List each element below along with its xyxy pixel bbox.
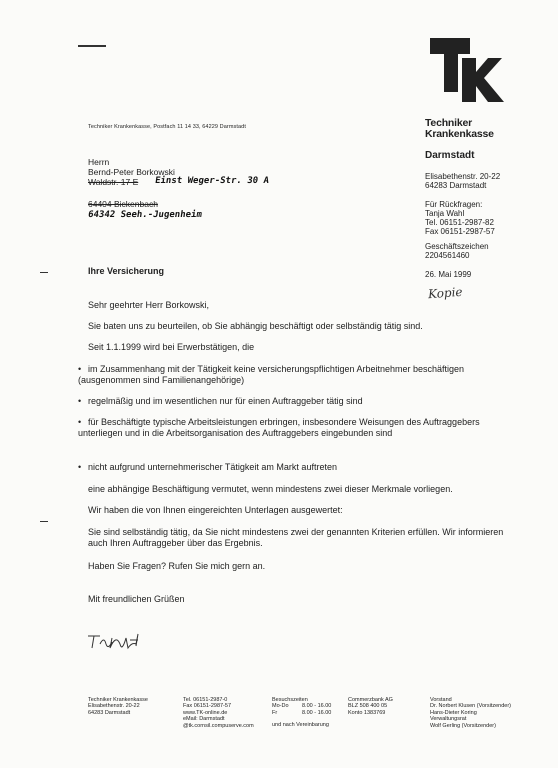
footer-hours-note: und nach Vereinbarung xyxy=(272,722,329,729)
copy-annotation: Kopie xyxy=(427,284,463,302)
reference-label: Geschäftszeichen xyxy=(425,242,489,251)
footer-line: Hans-Dieter Koring xyxy=(430,709,477,716)
recipient-new-street: Einst Weger-Str. 30 A xyxy=(154,176,270,186)
letter-paragraph: Seit 1.1.1999 wird bei Erwerbstätigen, die xyxy=(88,342,255,352)
bullet-icon: • xyxy=(78,396,82,406)
footer-line: Commerzbank AG xyxy=(348,697,393,703)
brand-city: Darmstadt xyxy=(425,150,475,161)
criteria-text: nicht aufgrund unternehmerischer Tätigkeit am Markt auftreten xyxy=(88,462,337,472)
letter-greeting: Sehr geehrter Herr Borkowski, xyxy=(88,300,210,310)
footer-line: 64283 Darmstadt xyxy=(88,709,131,716)
criteria-text: regelmäßig und im wesentlichen nur für einen Auftraggeber tätig sind xyxy=(88,396,363,406)
fold-mark xyxy=(40,521,48,522)
footer-line: Dr. Norbert Klusen (Vorsitzender) xyxy=(430,703,512,710)
footer-hours-title: Besuchszeiten xyxy=(272,697,308,703)
footer-line: eMail: Darmstadt xyxy=(183,716,225,723)
brand-name-line2: Krankenkasse xyxy=(425,128,494,140)
letter-paragraph: eine abhängige Beschäftigung vermutet, wenn mindestens zwei dieser Merkmale vorliegen. xyxy=(88,484,453,494)
contact-name: Tanja Wahl xyxy=(425,209,465,218)
criteria-item xyxy=(78,364,503,386)
footer-line: Tel. 06151-2987-0 xyxy=(183,697,228,703)
scan-mark xyxy=(78,45,106,47)
footer-line: Vorstand xyxy=(430,697,452,703)
bullet-icon: • xyxy=(78,462,82,472)
footer-hours-row xyxy=(272,710,331,716)
bullet-icon: • xyxy=(78,364,82,374)
footer-line: Elisabethenstr. 20-22 xyxy=(88,703,140,710)
hours-time: 8.00 - 16.00 xyxy=(302,703,332,710)
brand-name xyxy=(425,118,494,140)
footer-line: Konto 1383769 xyxy=(348,709,386,716)
office-zip-city: 64283 Darmstadt xyxy=(425,181,487,190)
criteria-text: im Zusammenhang mit der Tätigkeit keine versicherungspflichtigen Arbeitnehmer beschäftigen (ausgenommen sind Familienangehörige) xyxy=(78,364,465,385)
subject-line: Ihre Versicherung xyxy=(88,266,165,276)
office-street: Elisabethenstr. 20-22 xyxy=(425,172,501,181)
recipient-old-city: 64404 Bickenbach xyxy=(88,199,158,209)
footer-line: Techniker Krankenkasse xyxy=(88,697,148,703)
fold-mark xyxy=(40,272,48,273)
recipient-salutation: Herrn xyxy=(88,157,110,167)
footer-line: @tk.cornsil.compuserve.com xyxy=(183,722,254,729)
footer-line: Fax 06151-2987-57 xyxy=(183,703,232,710)
brand-name-line1: Techniker xyxy=(425,117,473,129)
criteria-item xyxy=(78,396,503,407)
footer-contact xyxy=(183,697,254,729)
letter-date: 26. Mai 1999 xyxy=(425,270,472,279)
letter-paragraph: Sie sind selbständig tätig, da Sie nicht mindestens zwei der genannten Kriterien erfüllen. Wir informieren auch Ihren Auftraggeber über das Ergebnis. xyxy=(88,527,504,548)
sender-return-address: Techniker Krankenkasse, Postfach 11 14 33, 64229 Darmstadt xyxy=(88,124,246,130)
letter-closing: Mit freundlichen Grüßen xyxy=(88,594,185,604)
hours-day: Fr xyxy=(272,709,278,716)
criteria-item xyxy=(78,417,503,439)
recipient-new-city: 64342 Seeh.-Jugenheim xyxy=(87,210,203,220)
recipient-name: Bernd-Peter Borkowski xyxy=(88,167,175,177)
office-address xyxy=(425,172,500,190)
contact-label: Für Rückfragen: xyxy=(425,200,483,209)
footer-board xyxy=(430,697,511,729)
footer-line: BLZ 508 400 05 xyxy=(348,703,388,710)
contact-phone: Tel. 06151-2987-82 xyxy=(425,218,494,227)
footer-line: www.TK-online.de xyxy=(183,709,228,716)
bullet-icon: • xyxy=(78,417,82,427)
hours-day: Mo-Do xyxy=(272,703,289,710)
handwritten-signature xyxy=(86,626,146,652)
footer-company xyxy=(88,697,148,716)
footer-line: Wolf Gerling (Vorsitzender) xyxy=(430,722,496,729)
letter-paragraph: Sie baten uns zu beurteilen, ob Sie abhängig beschäftigt oder selbständig tätig sind. xyxy=(88,321,423,331)
criteria-text: für Beschäftigte typische Arbeitsleistungen erbringen, insbesondere Weisungen des Auftraggebers unterliegen und in die Arbeitsorganisation des Auftraggebers eingebunden sind xyxy=(78,417,480,438)
footer-line: Verwaltungsrat xyxy=(430,716,467,723)
contact-fax: Fax 06151-2987-57 xyxy=(425,227,495,236)
letter-paragraph: Haben Sie Fragen? Rufen Sie mich gern an. xyxy=(88,561,266,571)
contact-block xyxy=(425,200,495,236)
recipient-old-street: Waldstr. 17 E xyxy=(88,177,139,187)
reference-value: 2204561460 xyxy=(425,251,470,260)
tk-logo xyxy=(426,36,504,104)
hours-time: 8.00 - 16.00 xyxy=(302,709,332,716)
footer-hours xyxy=(272,697,331,729)
criteria-item xyxy=(78,462,503,473)
footer-bank xyxy=(348,697,393,716)
letter-paragraph: Wir haben die von Ihnen eingereichten Unterlagen ausgewertet: xyxy=(88,505,343,515)
reference-block xyxy=(425,242,489,260)
